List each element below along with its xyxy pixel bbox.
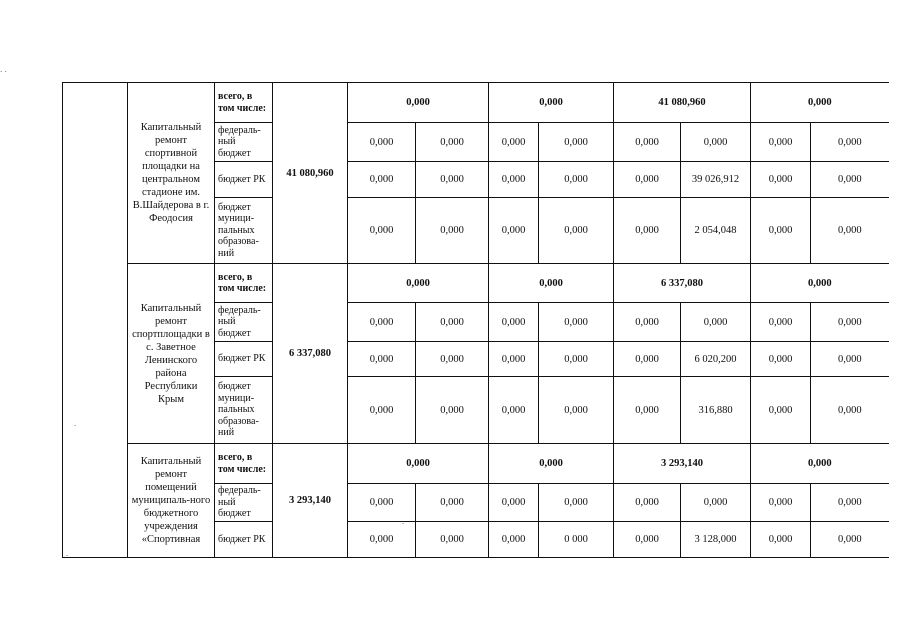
- period-total: 6 337,080: [614, 264, 751, 303]
- amount-cell: 0,000: [811, 123, 889, 162]
- amount-cell: 0,000: [539, 342, 614, 377]
- amount-cell: 316,880: [681, 377, 751, 444]
- amount-cell: 0,000: [614, 522, 681, 558]
- amount-cell: 0,000: [751, 377, 811, 444]
- period-total: 0,000: [751, 83, 889, 123]
- funding-type-label: бюджет РК: [215, 162, 273, 198]
- period-total: 0,000: [751, 264, 889, 303]
- funding-type-label: федераль-ный бюджет: [215, 303, 273, 342]
- amount-cell: 0,000: [811, 522, 889, 558]
- scan-speck: .: [402, 516, 405, 526]
- amount-cell: 0,000: [539, 198, 614, 264]
- amount-cell: 0,000: [614, 303, 681, 342]
- object-total: 41 080,960: [273, 83, 348, 264]
- amount-cell: 0,000: [614, 162, 681, 198]
- amount-cell: 0,000: [489, 162, 539, 198]
- period-total: 0,000: [348, 264, 489, 303]
- amount-cell: 0,000: [489, 123, 539, 162]
- amount-cell: 0,000: [348, 522, 416, 558]
- object-name: Капитальный ремонт спортивной площадки на центральном стадионе им. В.Шайдерова в г. Феодосия: [128, 83, 215, 264]
- funding-type-label: всего, в том числе:: [215, 444, 273, 484]
- amount-cell: 0,000: [416, 377, 489, 444]
- funding-type-label: федераль-ный бюджет: [215, 484, 273, 522]
- amount-cell: 0 000: [539, 522, 614, 558]
- period-total: 0,000: [489, 264, 614, 303]
- amount-cell: 0,000: [539, 123, 614, 162]
- amount-cell: 2 054,048: [681, 198, 751, 264]
- amount-cell: 0,000: [539, 162, 614, 198]
- amount-cell: 0,000: [811, 198, 889, 264]
- object-total: 3 293,140: [273, 444, 348, 558]
- amount-cell: 0,000: [416, 162, 489, 198]
- amount-cell: 0,000: [348, 123, 416, 162]
- amount-cell: 0,000: [614, 342, 681, 377]
- funding-type-label: бюджет муници-пальных образова-ний: [215, 198, 273, 264]
- amount-cell: 0,000: [489, 377, 539, 444]
- object-name: Капитальный ремонт помещений муниципаль-ного бюджетного учреждения «Спортивная: [128, 444, 215, 558]
- object-name: Капитальный ремонт спортплощадки в с. Заветное Ленинского района Республики Крым: [128, 264, 215, 444]
- amount-cell: 0,000: [348, 342, 416, 377]
- amount-cell: 0,000: [416, 198, 489, 264]
- funding-type-label: всего, в том числе:: [215, 264, 273, 303]
- amount-cell: 0,000: [489, 522, 539, 558]
- funding-type-label: федераль-ный бюджет: [215, 123, 273, 162]
- amount-cell: 0,000: [348, 198, 416, 264]
- period-total: 0,000: [489, 444, 614, 484]
- amount-cell: 3 128,000: [681, 522, 751, 558]
- table-row: [63, 444, 889, 484]
- amount-cell: 0,000: [751, 162, 811, 198]
- funding-type-label: бюджет РК: [215, 522, 273, 558]
- amount-cell: 0,000: [416, 303, 489, 342]
- amount-cell: 6 020,200: [681, 342, 751, 377]
- amount-cell: 0,000: [416, 342, 489, 377]
- amount-cell: 0,000: [539, 377, 614, 444]
- amount-cell: 0,000: [614, 377, 681, 444]
- amount-cell: 0,000: [811, 377, 889, 444]
- amount-cell: 0,000: [539, 303, 614, 342]
- amount-cell: 0,000: [681, 303, 751, 342]
- amount-cell: 0,000: [614, 198, 681, 264]
- amount-cell: 0,000: [751, 198, 811, 264]
- period-total: 0,000: [348, 83, 489, 123]
- object-total: 6 337,080: [273, 264, 348, 444]
- amount-cell: 0,000: [489, 342, 539, 377]
- amount-cell: 0,000: [811, 484, 889, 522]
- scan-speck: .: [74, 418, 77, 428]
- amount-cell: 0,000: [416, 522, 489, 558]
- amount-cell: 0,000: [751, 123, 811, 162]
- amount-cell: 0,000: [416, 123, 489, 162]
- period-total: 0,000: [348, 444, 489, 484]
- amount-cell: 0,000: [614, 484, 681, 522]
- amount-cell: 0,000: [811, 303, 889, 342]
- amount-cell: 0,000: [811, 162, 889, 198]
- amount-cell: 0,000: [751, 522, 811, 558]
- amount-cell: 0,000: [681, 484, 751, 522]
- amount-cell: 0,000: [539, 484, 614, 522]
- period-total: 3 293,140: [614, 444, 751, 484]
- row-number-cell: [63, 83, 128, 558]
- amount-cell: 0,000: [348, 303, 416, 342]
- amount-cell: 0,000: [416, 484, 489, 522]
- funding-table: [62, 82, 889, 558]
- amount-cell: 39 026,912: [681, 162, 751, 198]
- scan-speck: .: [66, 548, 69, 558]
- amount-cell: 0,000: [751, 484, 811, 522]
- funding-type-label: всего, в том числе:: [215, 83, 273, 123]
- amount-cell: 0,000: [489, 198, 539, 264]
- amount-cell: 0,000: [348, 162, 416, 198]
- funding-type-label: бюджет РК: [215, 342, 273, 377]
- amount-cell: 0,000: [614, 123, 681, 162]
- scan-speck: . .: [0, 64, 7, 74]
- amount-cell: 0,000: [811, 342, 889, 377]
- table-row: [63, 264, 889, 303]
- amount-cell: 0,000: [681, 123, 751, 162]
- amount-cell: 0,000: [348, 377, 416, 444]
- table-row: [63, 83, 889, 123]
- amount-cell: 0,000: [489, 303, 539, 342]
- period-total: 0,000: [489, 83, 614, 123]
- period-total: 41 080,960: [614, 83, 751, 123]
- amount-cell: 0,000: [489, 484, 539, 522]
- period-total: 0,000: [751, 444, 889, 484]
- amount-cell: 0,000: [348, 484, 416, 522]
- funding-type-label: бюджет муници-пальных образова-ний: [215, 377, 273, 444]
- amount-cell: 0,000: [751, 303, 811, 342]
- amount-cell: 0,000: [751, 342, 811, 377]
